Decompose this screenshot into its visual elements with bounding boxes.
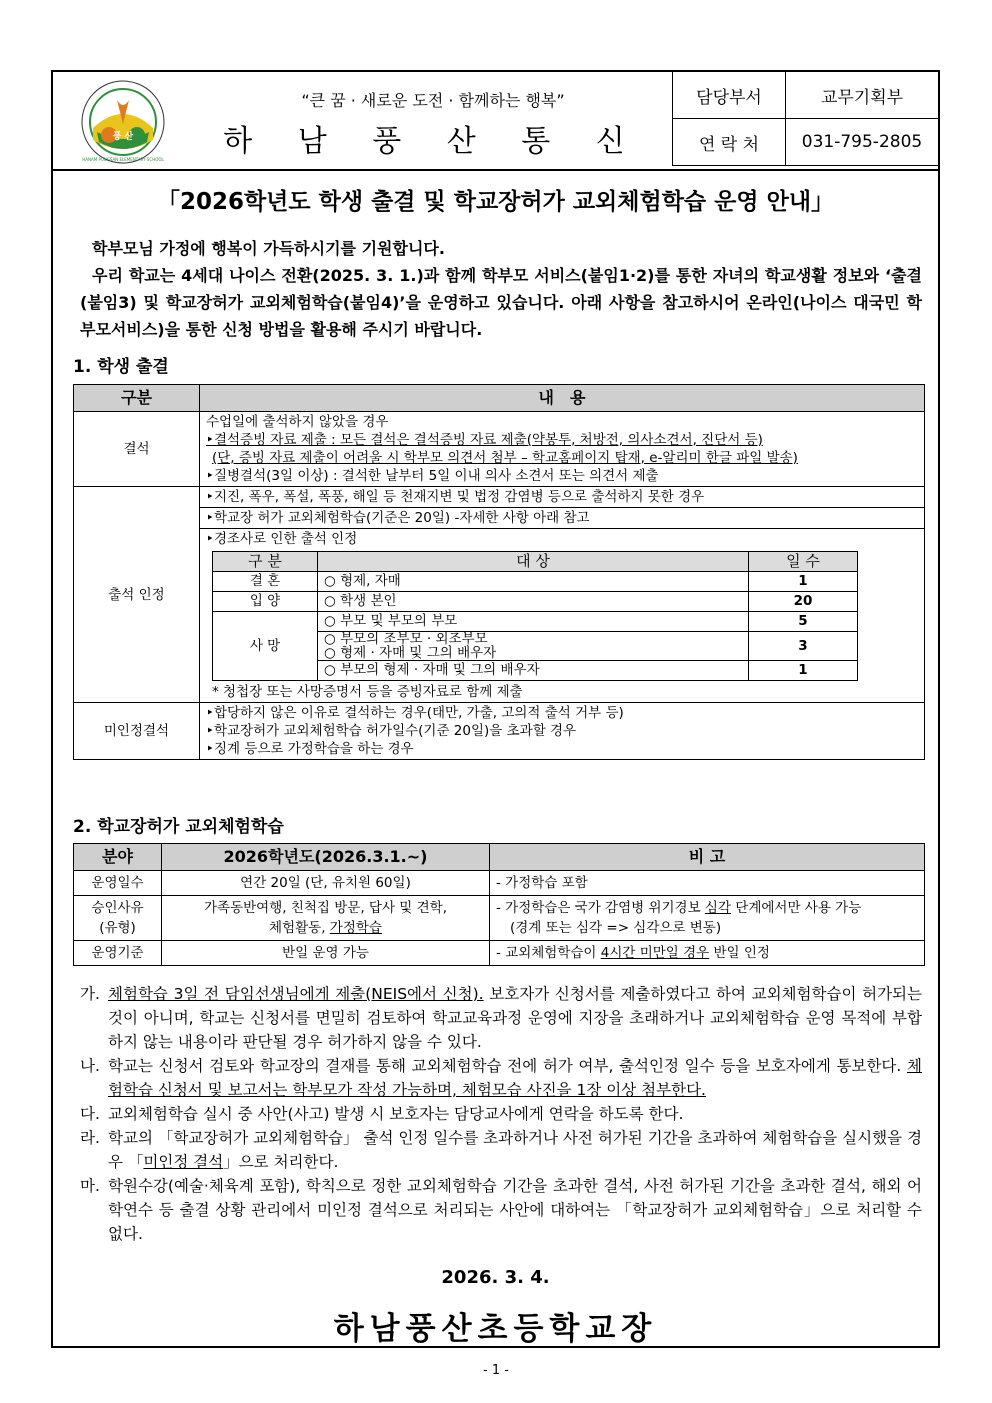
col-content: 내 용 — [200, 385, 925, 412]
intro-body: 우리 학교는 4세대 나이스 전환(2025. 3. 1.)과 함께 학부모 서비스(붙임1·2)를 통한 자녀의 학교생활 정보와 ‘출결(붙임3) 및 학교장허가 교외체험학습(붙임4)’을 운영하고 있습니다. 아래 사항을 참고하시어 온라인(나이스 대국민 학부모서비스)을 통한 신청 방법을 활용해 주시기 바랍니다. — [80, 266, 922, 339]
section1-title: 1. 학생 출결 — [73, 357, 169, 377]
newsletter-header — [53, 72, 938, 171]
list-item — [80, 1102, 922, 1126]
list-item — [80, 1054, 922, 1102]
contact-label: 연 락 처 — [673, 119, 786, 166]
field-cell: 운영일수 — [74, 871, 162, 896]
note-cell: - 가정학습은 국가 감염병 위기경보 — [496, 900, 705, 916]
list-marker: 나. — [80, 1057, 100, 1075]
intro-greeting: 학부모님 가정에 행복이 가득하시기를 기원합니다. — [92, 239, 445, 258]
issue-date: 2026. 3. 4. — [441, 1267, 550, 1288]
kin-days: 1 — [749, 572, 858, 592]
notice-text: 체험학습 3일 전 담임선생님에게 제출(NEIS에서 신청). — [108, 985, 484, 1003]
logo-ring-text: HANAM PUNGSAN ELEMENTARY SCHOOL — [82, 157, 164, 162]
kin-days: 20 — [749, 592, 858, 612]
note-cell: - 가정학습 포함 — [490, 871, 925, 896]
list-marker: 라. — [80, 1129, 100, 1147]
table-row — [74, 412, 925, 487]
list-marker: 가. — [80, 985, 100, 1003]
kin-category: 입 양 — [213, 592, 318, 612]
attendance-item: ‣지진, 폭우, 폭설, 폭풍, 해일 등 천재지변 및 법정 감염병 등으로 출석하지 못한 경우 — [200, 487, 925, 508]
field-cell: 운영기준 — [74, 941, 162, 966]
notice-text: 보호자가 신청서를 제출하였다고 하여 교외체험학습이 허가되는 것이 아니며, 학교는 신청서를 면밀히 검토하여 학교교육과정 운영에 지장을 초래하거나 교외체험학습 운영 목적에 부합하지 않는 내용이라 판단될 경우 허가하지 않을 수 있다. — [108, 985, 922, 1051]
section2-title: 2. 학교장허가 교외체험학습 — [73, 817, 284, 837]
kin-days: 3 — [749, 632, 858, 661]
kin-target: ○ 학생 본인 — [318, 592, 749, 612]
kin-target: ○ 부모의 형제 · 자매 및 그의 배우자 — [318, 661, 749, 681]
table-row — [74, 529, 925, 703]
contact-table — [672, 72, 938, 166]
absence-label: 결석 — [74, 412, 200, 487]
dept-value: 교무기획부 — [786, 72, 939, 119]
absence-line: 수업일에 출석하지 않았을 경우 — [206, 414, 389, 430]
slogan: “큰 꿈 · 새로운 도전 · 함께하는 행복” — [301, 91, 565, 110]
kin-category: 사 망 — [213, 612, 318, 681]
year-cell: 반일 운영 가능 — [162, 941, 490, 966]
year-cell: 가정학습 — [329, 920, 382, 936]
dept-label: 담당부서 — [673, 72, 786, 119]
col-note: 비 고 — [490, 844, 925, 871]
kin-target: ○ 형제, 자매 — [318, 572, 749, 592]
note-cell: - 교외체험학습이 — [496, 945, 601, 961]
list-item — [80, 1174, 922, 1246]
principal-signature: 하남풍산초등학교장 — [333, 1311, 658, 1347]
kin-head-category: 구 분 — [213, 552, 318, 572]
year-cell: 체험활동, — [269, 920, 330, 936]
table-row — [74, 941, 925, 966]
newsletter-name: 하 남 풍 산 통 신 — [223, 124, 643, 159]
absence-line: (단, 증빙 자료 제출이 어려울 시 학부모 의견서 첨부 – 학교홈페이지 탑재, e-알리미 한글 파일 발송) — [212, 450, 798, 466]
unexcused-label: 미인정결석 — [74, 703, 200, 760]
document-title: 「2026학년도 학생 출결 및 학교장허가 교외체험학습 운영 안내」 — [156, 189, 835, 215]
year-cell: 가족동반여행, 친척집 방문, 답사 및 견학, — [204, 900, 447, 916]
table-row — [74, 871, 925, 896]
note-cell: 심각 — [704, 900, 731, 916]
note-cell: 4시간 미만일 경우 — [600, 945, 710, 961]
family-event-table — [212, 551, 858, 681]
notice-text: 」으로 처리한다. — [223, 1153, 339, 1171]
field-cell: (유형) — [99, 920, 136, 936]
absence-line: ‣결석증빙 자료 제출 : 모든 결석은 결석증빙 자료 제출(약봉투, 처방전, 의사소견서, 진단서 등) — [206, 432, 763, 448]
kin-target: ○ 부모의 조부모 · 외조부모 — [324, 631, 488, 647]
attendance-item: ‣학교장 허가 교외체험학습(기준은 20일) -자세한 사항 아래 참고 — [200, 508, 925, 529]
year-cell: 연간 20일 (단, 유치원 60일) — [162, 871, 490, 896]
notice-list — [80, 982, 922, 1246]
kin-target: ○ 형제 · 자매 및 그의 배우자 — [324, 645, 497, 661]
school-logo — [81, 80, 165, 164]
col-year: 2026학년도(2026.3.1.~) — [162, 844, 490, 871]
table-row — [74, 703, 925, 760]
kin-target: ○ 부모 및 부모의 부모 — [318, 612, 749, 632]
unexcused-line: ‣합당하지 않은 이유로 결석하는 경우(태만, 가출, 고의적 출석 거부 등) — [206, 705, 624, 721]
kin-head-target: 대 상 — [318, 552, 749, 572]
notice-text: 미인정 결석 — [143, 1153, 224, 1171]
list-item — [80, 1126, 922, 1174]
field-cell: 승인사유 — [91, 900, 144, 916]
attendance-item: ‣경조사로 인한 출석 인정 — [206, 531, 358, 547]
list-marker: 다. — [80, 1105, 100, 1123]
table-row — [74, 487, 925, 508]
field-trip-table — [73, 843, 925, 966]
page-number: - 1 - — [483, 1363, 509, 1378]
note-cell: (경계 또는 심각 => 심각으로 변동) — [510, 920, 722, 936]
notice-text: 체험학습 신청서 및 보고서는 학부모가 작성 가능하며, 체험모습 사진을 1장 이상 첨부한다. — [108, 1057, 922, 1099]
kin-head-days: 일 수 — [749, 552, 858, 572]
notice-text: 교외체험학습 실시 중 사안(사고) 발생 시 보호자는 담당교사에게 연락을 하도록 한다. — [108, 1105, 684, 1123]
table-row — [74, 508, 925, 529]
table-row — [74, 896, 925, 941]
kin-days: 1 — [749, 661, 858, 681]
attendance-label: 출석 인정 — [74, 487, 200, 703]
logo-text: 풍 산 — [112, 132, 134, 142]
list-item — [80, 982, 922, 1054]
attendance-table — [73, 384, 925, 760]
absence-line: ‣질병결석(3일 이상) : 결석한 날부터 5일 이내 의사 소견서 또는 의견서 제출 — [206, 468, 659, 484]
col-field: 분야 — [74, 844, 162, 871]
unexcused-line: ‣학교장허가 교외체험학습 허가일수(기준 20일)을 초과할 경우 — [206, 723, 577, 739]
col-category: 구분 — [74, 385, 200, 412]
intro — [80, 235, 922, 343]
attendance-note: * 청첩장 또는 사망증명서 등을 증빙자료로 함께 제출 — [212, 684, 523, 700]
note-cell: 반일 인정 — [709, 945, 770, 961]
unexcused-line: ‣징계 등으로 가정학습을 하는 경우 — [206, 741, 414, 757]
notice-text: 학교는 신청서 검토와 학교장의 결재를 통해 교외체험학습 전에 허가 여부, 출석인정 일수 등을 보호자에게 통보한다. — [108, 1057, 908, 1075]
list-marker: 마. — [80, 1177, 100, 1195]
kin-category: 결 혼 — [213, 572, 318, 592]
contact-value: 031-795-2805 — [786, 119, 939, 166]
notice-text: 학원수강(예술·체육계 포함), 학칙으로 정한 교외체험학습 기간을 초과한 결석, 사전 허가된 기간을 초과한 결석, 해외 어학연수 등 출결 상황 관리에서 미인정 결석으로 처리되는 사안에 대하여는 「학교장허가 교외체험학습」으로 처리할 수 없다. — [108, 1177, 922, 1243]
notice-text: 학교의 「학교장허가 교외체험학습」 출석 인정 일수를 초과하거나 사전 허가된 기간을 초과하여 체험학습을 실시했을 경우 「 — [108, 1129, 922, 1171]
note-cell: 단계에서만 사용 가능 — [731, 900, 862, 916]
kin-days: 5 — [749, 612, 858, 632]
